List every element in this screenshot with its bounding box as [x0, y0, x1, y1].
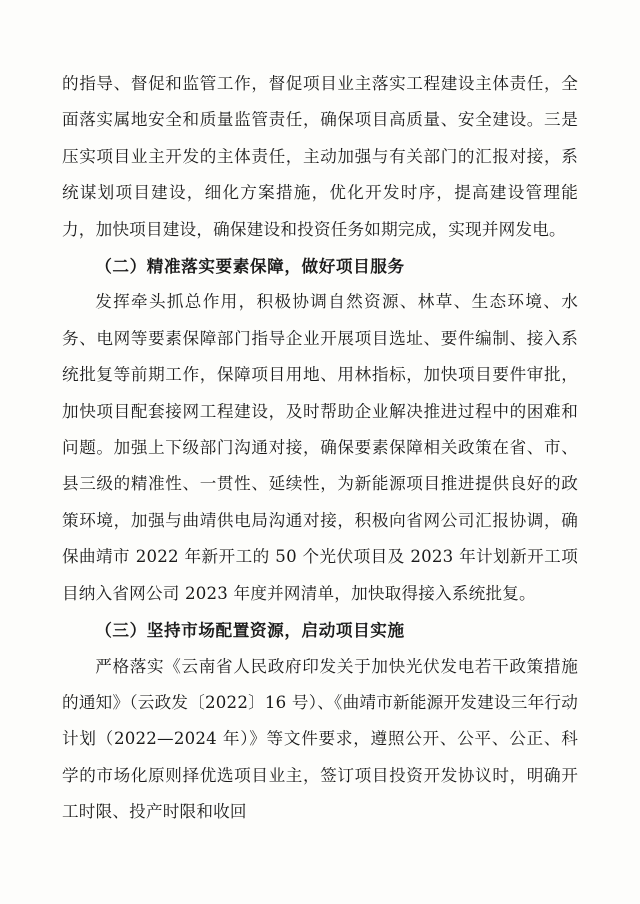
- section-heading: （二）精准落实要素保障，做好项目服务: [95, 256, 405, 277]
- section-heading: （三）坚持市场配置资源，启动项目实施: [95, 620, 405, 641]
- document-body: [62, 66, 578, 831]
- paragraph: 的指导、督促和监管工作，督促项目业主落实工程建设主体责任，全面落实属地安全和质量监管责任，确保项目高质量、安全建设。三是压实项目业主开发的主体责任，主动加强与有关部门的汇报对接，系统谋划项目建设，细化方案措施，优化开发时序，提高建设管理能力，加快项目建设，确保建设和投资任务如期完成，实现并网发电。: [62, 74, 578, 239]
- paragraph: 严格落实《云南省人民政府印发关于加快光伏发电若干政策措施的通知》（云政发〔2022〕16 号）、《曲靖市新能源开发建设三年行动计划（2022—2024 年）》等文件要求，遵照公开、公平、公正、科学的市场化原则择优选项目业主，签订项目投资开发协议时，明确开工时限、投产时限和收回: [62, 656, 578, 822]
- paragraph: 发挥牵头抓总作用，积极协调自然资源、林草、生态环境、水务、电网等要素保障部门指导企业开展项目选址、要件编制、接入系统批复等前期工作，保障项目用地、用林指标，加快项目要件审批，加快项目配套接网工程建设，及时帮助企业解决推进过程中的困难和问题。加强上下级部门沟通对接，确保要素保障相关政策在省、市、县三级的精准性、一贯性、延续性，为新能源项目推进提供良好的政策环境，加强与曲靖供电局沟通对接，积极向省网公司汇报协调，确保曲靖市 2022 年新开工的 50 个光伏项目及 2023 年计划新开工项目纳入省网公司 2023 年度并网清单，加快取得接入系统批复。: [62, 292, 578, 603]
